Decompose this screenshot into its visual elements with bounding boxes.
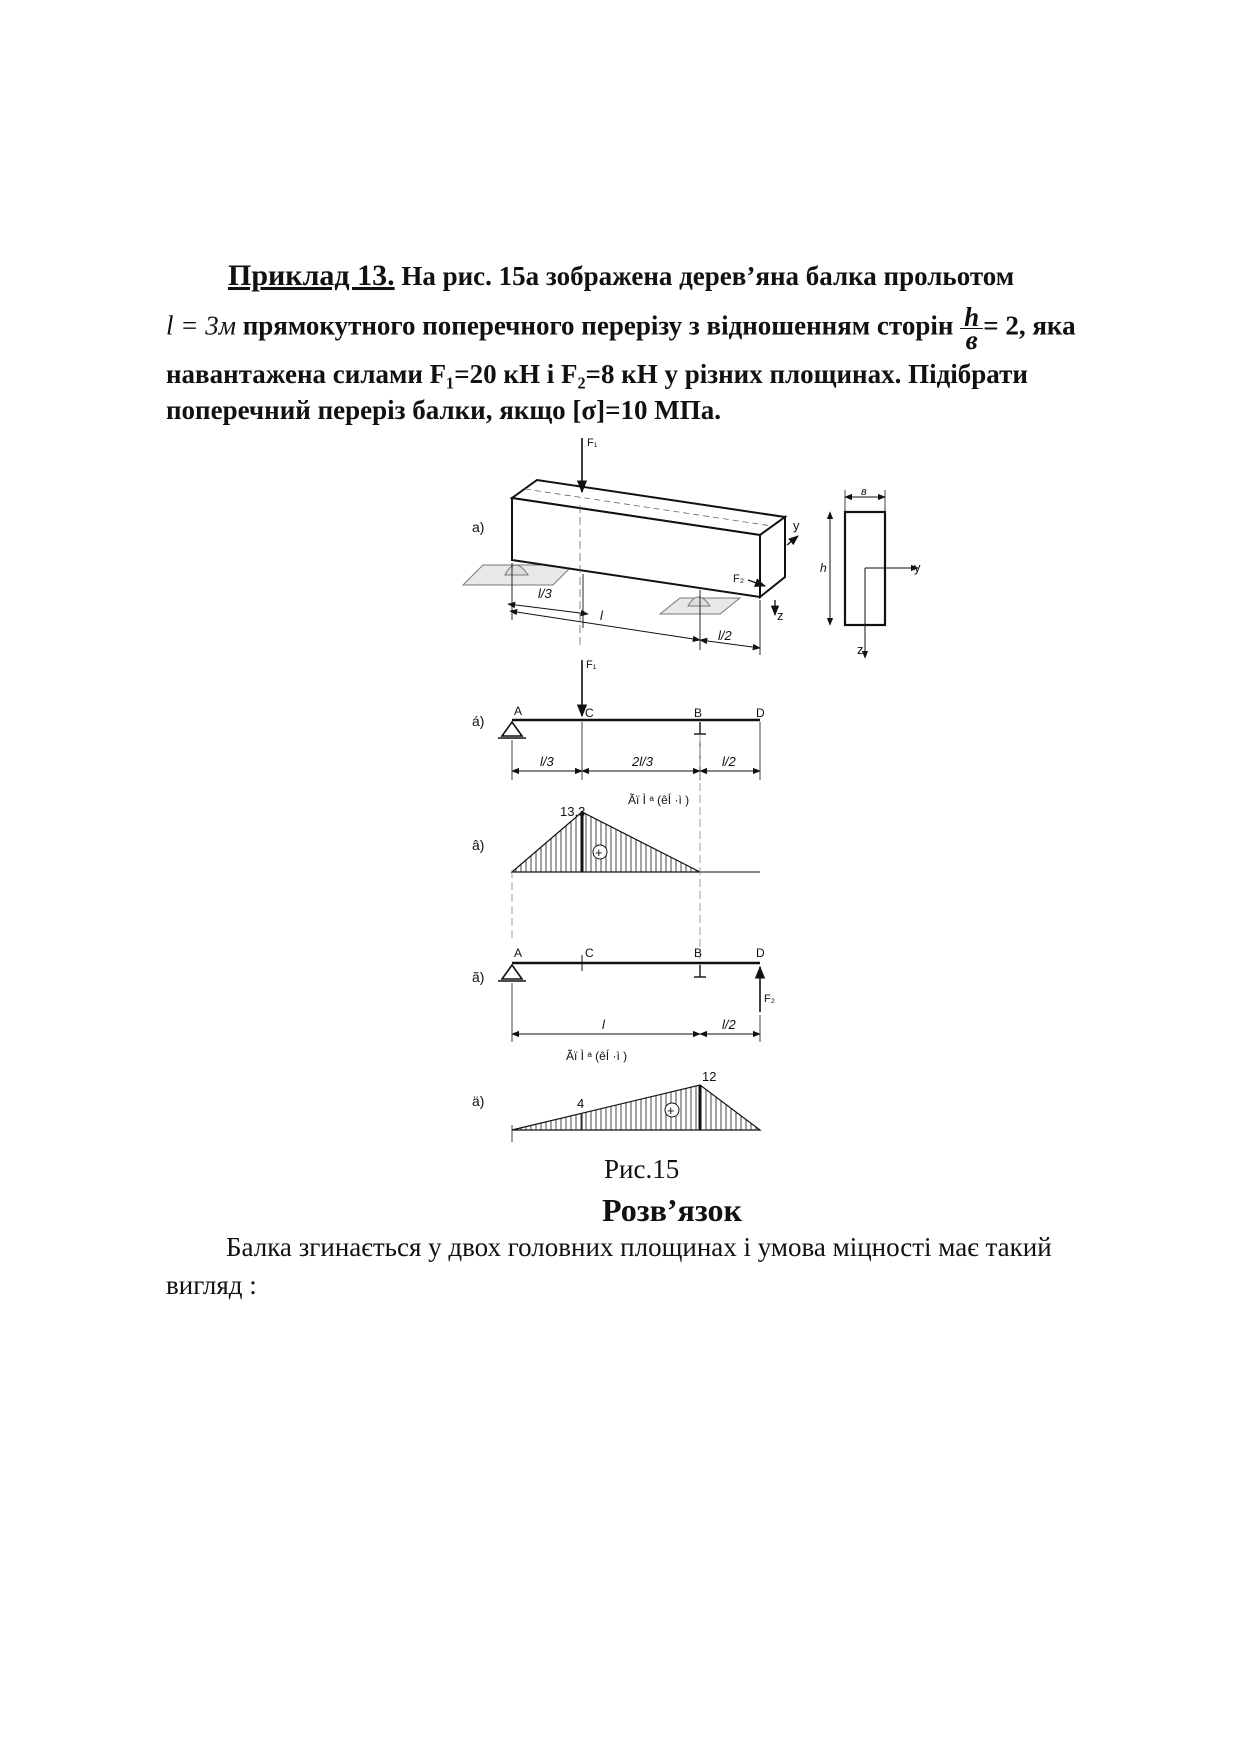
- solution-line-2: вигляд :: [166, 1270, 257, 1300]
- point-a-2: A: [514, 946, 523, 960]
- label-v: â): [472, 837, 485, 853]
- label-a: а): [472, 519, 485, 535]
- label-b: á): [472, 713, 485, 729]
- solution-line-1: Балка згинається у двох головних площинах і умова міцності має такий: [226, 1232, 1052, 1262]
- beam-3d: [463, 437, 800, 655]
- moment2-caption: Ãï Ì ᵃ (êÍ ·ì ): [566, 1049, 628, 1063]
- solution-heading: Розв’язок: [602, 1192, 742, 1228]
- moment2-sign: +: [667, 1103, 675, 1118]
- point-d: D: [756, 706, 765, 720]
- force-f1-3d: F₁: [587, 437, 598, 449]
- problem-line2-end: , яка: [1018, 310, 1076, 341]
- force-f2: F₂: [764, 993, 775, 1005]
- point-b: B: [694, 706, 703, 720]
- force-f1: F₁: [586, 659, 597, 671]
- support-left-3d: [463, 565, 573, 585]
- dim-f2-2: l/2: [722, 1017, 736, 1032]
- dim-l-3d: l: [600, 608, 603, 623]
- problem-line2-text: прямокутного поперечного перерізу з відношенням сторін: [242, 310, 954, 341]
- moment2-area: [512, 1085, 760, 1130]
- point-c: C: [585, 706, 594, 720]
- axis-z-3d: z: [777, 608, 784, 623]
- span-expression: l = 3м: [166, 310, 236, 341]
- moment2-value-c: 4: [577, 1096, 585, 1111]
- problem-line1-text: На рис. 15а зображена дерев’яна балка прольотом: [401, 261, 1015, 291]
- ratio-numerator: h: [960, 306, 983, 329]
- label-g: ã): [472, 969, 485, 985]
- section-height-label: h: [820, 561, 827, 575]
- moment1-area: [512, 812, 700, 872]
- section-axis-y: y: [914, 560, 921, 575]
- section-axis-z: z: [857, 642, 864, 657]
- section-width-label: в: [861, 486, 867, 498]
- dim-f1-3: l/2: [722, 754, 736, 769]
- point-d-2: D: [756, 946, 765, 960]
- ratio-denominator: в: [965, 325, 978, 355]
- moment1-value: 13,3: [560, 804, 586, 819]
- problem-title: Приклад 13.: [228, 259, 395, 292]
- dim-f1-1: l/3: [540, 754, 554, 769]
- axis-y-3d: y: [793, 518, 800, 533]
- moment-diagram-1: [472, 735, 760, 965]
- force-f2-3d: F₂: [733, 573, 744, 585]
- point-c-2: C: [585, 946, 594, 960]
- dim-l2-3d: l/2: [718, 628, 732, 643]
- problem-line-3: навантажена силами F₁=20 кН і F₂=8 кН у різних площинах. Підібрати: [166, 359, 1028, 389]
- point-a: A: [514, 704, 523, 718]
- cross-section: [820, 486, 921, 658]
- moment2-value-b: 12: [702, 1069, 717, 1084]
- dim-f1-2: 2l/3: [632, 754, 653, 769]
- ratio-value: = 2: [983, 310, 1019, 341]
- beam-scheme-f1: [472, 659, 765, 780]
- moment1-sign: +: [595, 845, 603, 860]
- dim-f2-1: l: [602, 1017, 605, 1032]
- point-b-2: B: [694, 946, 703, 960]
- moment-diagram-2: [472, 1048, 760, 1142]
- moment1-caption: Ãï Ì ᵃ (êÍ ·ì ): [628, 793, 690, 807]
- beam-scheme-f2: [472, 946, 775, 1042]
- problem-line-4: поперечний переріз балки, якщо [σ]=10 МПа.: [166, 395, 721, 425]
- label-d: ä): [472, 1093, 485, 1109]
- figure-caption: Рис.15: [604, 1154, 680, 1184]
- dim-l3-3d: l/3: [538, 586, 552, 601]
